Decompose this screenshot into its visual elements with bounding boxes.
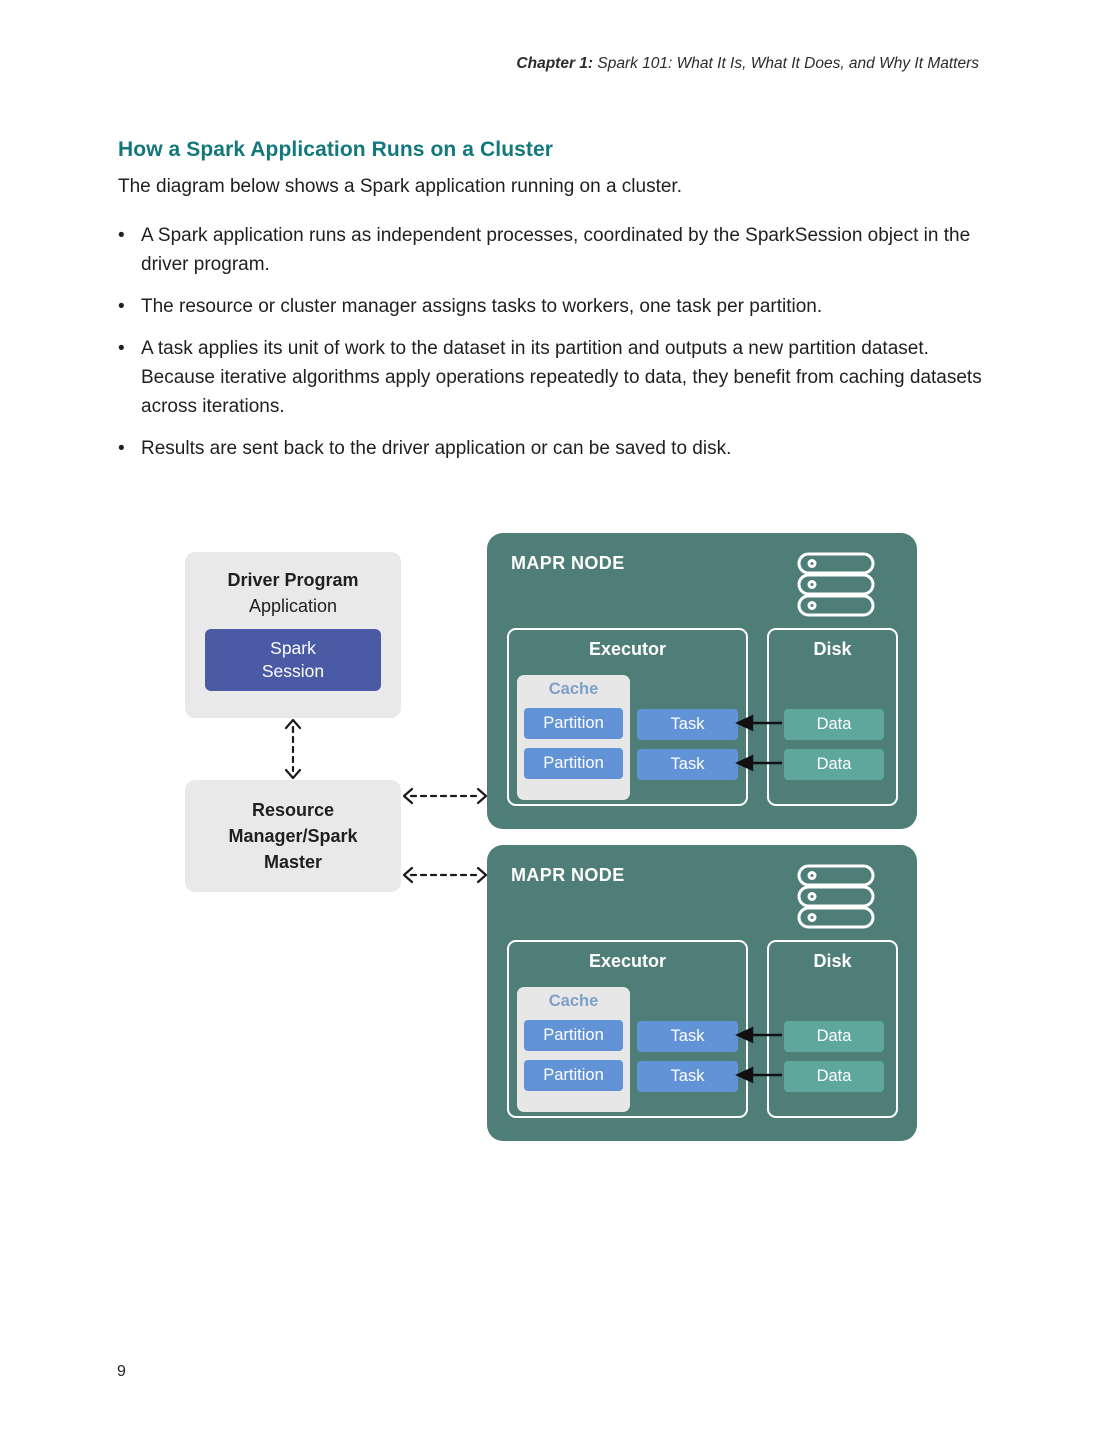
- chapter-label: Chapter 1:: [516, 55, 594, 72]
- data-box: Data: [784, 749, 884, 780]
- bullet-item: [118, 221, 990, 279]
- bullet-text: Results are sent back to the driver application or can be saved to disk.: [141, 438, 732, 459]
- bullet-item: [118, 334, 990, 421]
- resource-manager-label-line: Master: [263, 852, 323, 872]
- data-box: Data: [784, 1021, 884, 1052]
- driver-program-subtitle: Application: [248, 596, 338, 616]
- resource-node1-dashed-arrow: [404, 789, 486, 803]
- task-box: Task: [637, 749, 738, 780]
- disk-stack-icon: [797, 864, 877, 930]
- disk-box: [767, 628, 898, 806]
- section-heading: How a Spark Application Runs on a Cluster: [118, 138, 554, 161]
- page-number: 9: [117, 1363, 126, 1380]
- bullet-item: [118, 434, 990, 463]
- bullet-marker: •: [118, 296, 125, 317]
- driver-resource-dashed-arrow: [286, 720, 300, 778]
- resource-manager-label-line: Resource: [251, 800, 335, 820]
- mapr-node-2: [487, 845, 917, 1141]
- data-box: Data: [784, 1061, 884, 1092]
- executor-title: Executor: [588, 951, 667, 971]
- chapter-title: Spark 101: What It Is, What It Does, and Why It Matters: [593, 55, 979, 72]
- partition-box: Partition: [524, 1060, 623, 1091]
- intro-paragraph: The diagram below shows a Spark application running on a cluster.: [118, 176, 682, 197]
- bullet-text: A Spark application runs as independent processes, coordinated by the SparkSession object in the driver program.: [141, 225, 971, 275]
- data-box: Data: [784, 709, 884, 740]
- bullet-marker: •: [118, 225, 125, 246]
- resource-manager-box: [185, 780, 401, 892]
- spark-session-label-line: Spark: [270, 638, 316, 658]
- bullet-marker: •: [118, 438, 125, 459]
- task-box: Task: [637, 709, 738, 740]
- resource-manager-label-line: Manager/Spark: [228, 826, 358, 846]
- executor-title: Executor: [588, 639, 667, 659]
- bullet-text: The resource or cluster manager assigns tasks to workers, one task per partition.: [141, 296, 823, 317]
- bullet-item: [118, 292, 990, 321]
- executor-box: [507, 940, 748, 1118]
- partition-box: Partition: [524, 708, 623, 739]
- cache-label: Cache: [548, 992, 599, 1010]
- disk-title: Disk: [813, 639, 852, 659]
- mapr-node-title: MAPR NODE: [511, 865, 625, 885]
- spark-session-box: [205, 629, 381, 691]
- cache-box: [517, 675, 630, 800]
- driver-program-box: [185, 552, 401, 718]
- driver-program-title: Driver Program: [227, 570, 359, 590]
- disk-title: Disk: [813, 951, 852, 971]
- disk-stack-icon: [797, 552, 877, 618]
- bullet-list: [118, 221, 990, 476]
- executor-box: [507, 628, 748, 806]
- bullet-marker: •: [118, 338, 125, 359]
- task-box: Task: [637, 1021, 738, 1052]
- mapr-node-1: [487, 533, 917, 829]
- bullet-text: A task applies its unit of work to the dataset in its partition and outputs a new partition dataset. Because iterative algorithms apply operations repeatedly to data, they benefit from caching datasets across iterations.: [141, 338, 982, 417]
- task-box: Task: [637, 1061, 738, 1092]
- partition-box: Partition: [524, 748, 623, 779]
- mapr-node-title: MAPR NODE: [511, 553, 625, 573]
- cache-box: [517, 987, 630, 1112]
- partition-box: Partition: [524, 1020, 623, 1051]
- cache-label: Cache: [548, 680, 599, 698]
- resource-node2-dashed-arrow: [404, 868, 486, 882]
- chapter-header: [516, 55, 979, 73]
- disk-box: [767, 940, 898, 1118]
- spark-session-label-line: Session: [261, 661, 325, 681]
